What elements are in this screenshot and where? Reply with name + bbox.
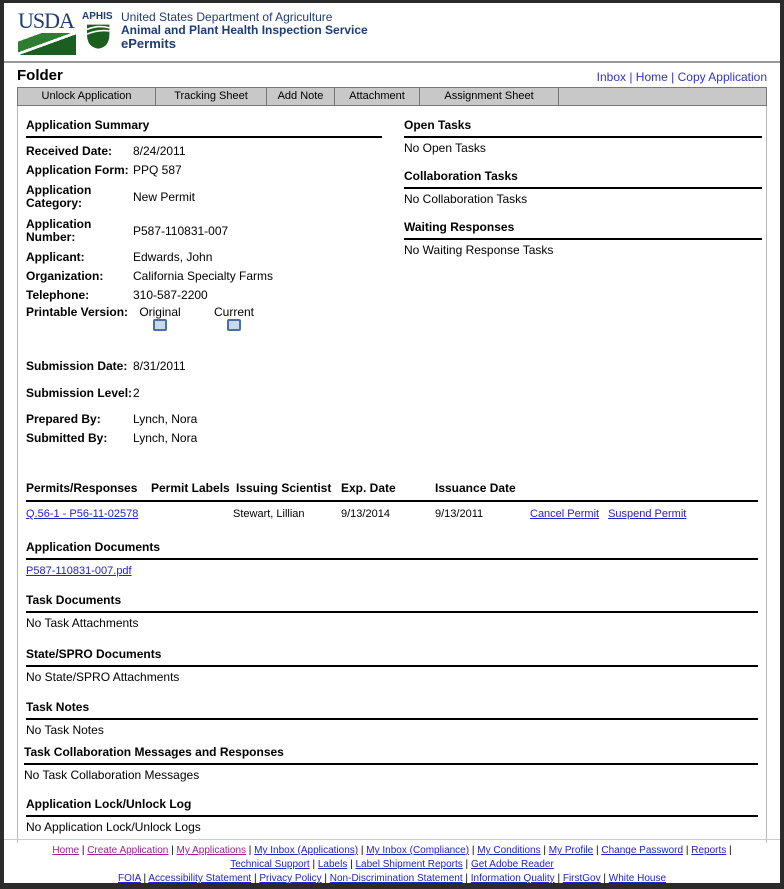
assignment-sheet-button[interactable]: Assignment Sheet (420, 88, 559, 105)
footer-link-create-application[interactable]: Create Application (87, 845, 169, 856)
footer-link-inbox-compliance[interactable]: My Inbox (Compliance) (366, 845, 470, 856)
print-current-button[interactable] (197, 306, 271, 334)
telephone: 310-587-2200 (133, 288, 208, 302)
add-note-button[interactable]: Add Note (267, 88, 335, 105)
section-text: No Task Notes (26, 723, 104, 737)
waiting-responses-text: No Waiting Response Tasks (404, 243, 554, 257)
prepared-by: Lynch, Nora (133, 412, 198, 426)
copy-application-link[interactable]: Copy Application (677, 70, 767, 84)
usda-logo-text: USDA (18, 8, 74, 33)
label: Submission Date: (26, 359, 128, 373)
label: Submitted By: (26, 431, 108, 445)
section-title: State/SPRO Documents (26, 644, 758, 667)
footer-link-home[interactable]: Home (52, 845, 80, 856)
suspend-permit-link[interactable]: Suspend Permit (608, 508, 687, 520)
label: Application Number: (26, 217, 92, 244)
label: Application Category: (26, 183, 92, 210)
folder-content (17, 106, 767, 843)
organization: California Specialty Farms (133, 269, 274, 283)
footer-link-reports[interactable]: Reports (691, 845, 727, 856)
footer-link-non-discrimination[interactable]: Non-Discrimination Statement (329, 873, 463, 884)
label: Submission Level: (26, 385, 133, 400)
usda-logo (18, 8, 76, 53)
action-toolbar (17, 87, 767, 106)
section-text: No Task Collaboration Messages (24, 768, 200, 782)
footer-link-change-password[interactable]: Change Password (601, 845, 684, 856)
column-header: Permits/Responses (26, 481, 138, 495)
permit-link[interactable]: Q.56-1 - P56-11-02578 (26, 508, 139, 520)
print-original-button[interactable] (123, 306, 197, 334)
exp-date: 9/13/2014 (341, 508, 390, 520)
collaboration-tasks-text: No Collaboration Tasks (404, 192, 528, 206)
attachment-button[interactable]: Attachment (335, 88, 420, 105)
label: Organization: (26, 269, 104, 283)
table-row (26, 502, 758, 520)
printer-icon (227, 319, 241, 331)
section-title: Task Notes (26, 697, 758, 720)
footer-link-labels[interactable]: Labels (317, 859, 348, 870)
aphis-logo-text: APHIS (82, 11, 113, 22)
issuance-date: 9/13/2011 (435, 508, 484, 520)
site-header (4, 3, 780, 63)
footer-link-firstgov[interactable]: FirstGov (562, 873, 601, 884)
submission-level: 2 (133, 385, 140, 400)
issuing-scientist: Stewart, Lillian (233, 508, 305, 520)
column-header: Exp. Date (341, 481, 396, 495)
app-name: ePermits (121, 36, 176, 51)
task-notes (26, 697, 758, 740)
permits-table (26, 481, 758, 520)
application-category: New Permit (133, 189, 196, 204)
label: Application Form: (26, 163, 129, 177)
section-title: Task Documents (26, 590, 758, 613)
open-tasks-title: Open Tasks (404, 115, 762, 138)
label: Printable Version: (26, 305, 129, 319)
footer-link-adobe-reader[interactable]: Get Adobe Reader (470, 859, 554, 870)
tracking-sheet-button[interactable]: Tracking Sheet (156, 88, 267, 105)
section-title: Task Collaboration Messages and Responses (24, 742, 758, 765)
waiting-responses-title: Waiting Responses (404, 217, 762, 240)
section-title: Application Documents (26, 537, 758, 560)
home-link[interactable]: Home (635, 70, 668, 84)
footer-link-information-quality[interactable]: Information Quality (470, 873, 555, 884)
received-date: 8/24/2011 (133, 144, 186, 158)
original-label: Original (139, 305, 181, 319)
document-link[interactable]: P587-110831-007.pdf (26, 565, 132, 577)
application-summary (26, 115, 382, 448)
agency-title (121, 11, 368, 50)
footer-link-accessibility[interactable]: Accessibility Statement (148, 873, 252, 884)
column-header: Issuing Scientist (236, 481, 332, 495)
footer-link-technical-support[interactable]: Technical Support (230, 859, 310, 870)
page-title: Folder (17, 67, 63, 84)
applicant: Edwards, John (133, 250, 213, 264)
lock-unlock-log (26, 794, 758, 837)
application-form: PPQ 587 (133, 163, 182, 177)
footer-link-my-applications[interactable]: My Applications (176, 845, 247, 856)
open-tasks-text: No Open Tasks (404, 141, 486, 155)
footer-link-privacy[interactable]: Privacy Policy (259, 873, 322, 884)
submission-date: 8/31/2011 (133, 359, 186, 373)
application-documents (26, 537, 758, 580)
agency-name: Animal and Plant Health Inspection Service (121, 23, 368, 37)
label: Prepared By: (26, 412, 101, 426)
column-header: Issuance Date (435, 481, 516, 495)
section-text: No Task Attachments (26, 616, 139, 630)
section-text: No State/SPRO Attachments (26, 670, 180, 684)
footer-link-my-conditions[interactable]: My Conditions (477, 845, 541, 856)
printer-icon (153, 319, 167, 331)
application-number: P587-110831-007 (133, 223, 229, 238)
state-spro-documents (26, 644, 758, 687)
inbox-link[interactable]: Inbox (596, 70, 626, 84)
label: Applicant: (26, 250, 85, 264)
footer-link-label-shipment-reports[interactable]: Label Shipment Reports (355, 859, 463, 870)
task-panels (404, 115, 762, 260)
current-label: Current (213, 305, 254, 319)
task-documents (26, 590, 758, 633)
aphis-shield-icon (82, 23, 116, 55)
department-name: United States Department of Agriculture (121, 10, 333, 24)
top-links: Inbox | Home | Copy Application (596, 70, 767, 84)
footer-link-my-profile[interactable]: My Profile (548, 845, 594, 856)
task-collaboration-messages (24, 742, 758, 785)
column-header: Permit Labels (151, 481, 230, 495)
unlock-application-button[interactable]: Unlock Application (18, 88, 156, 105)
footer-links: Home | Create Application | My Applications | My Inbox (Applications) | My Inbox (Compliance) | My Conditions | My Profile | Change Password | Reports | Technical Support | Labels | Label Shipment Reports | Get Adobe Reader FOIA | Accessibility Statement | Privacy Policy | Non-Discrimination Statement | Information Quality | FirstGov | White House (4, 839, 780, 883)
submitted-by: Lynch, Nora (133, 431, 198, 445)
label: Telephone: (26, 288, 90, 302)
footer-link-white-house[interactable]: White House (608, 873, 667, 884)
footer-link-foia[interactable]: FOIA (117, 873, 141, 884)
footer-link-inbox-applications[interactable]: My Inbox (Applications) (254, 845, 359, 856)
page (4, 3, 780, 883)
section-text: No Application Lock/Unlock Logs (26, 820, 201, 834)
section-title: Application Lock/Unlock Log (26, 794, 758, 817)
label: Received Date: (26, 144, 113, 158)
collaboration-tasks-title: Collaboration Tasks (404, 166, 762, 189)
cancel-permit-link[interactable]: Cancel Permit (530, 508, 600, 520)
section-title: Application Summary (26, 115, 382, 138)
